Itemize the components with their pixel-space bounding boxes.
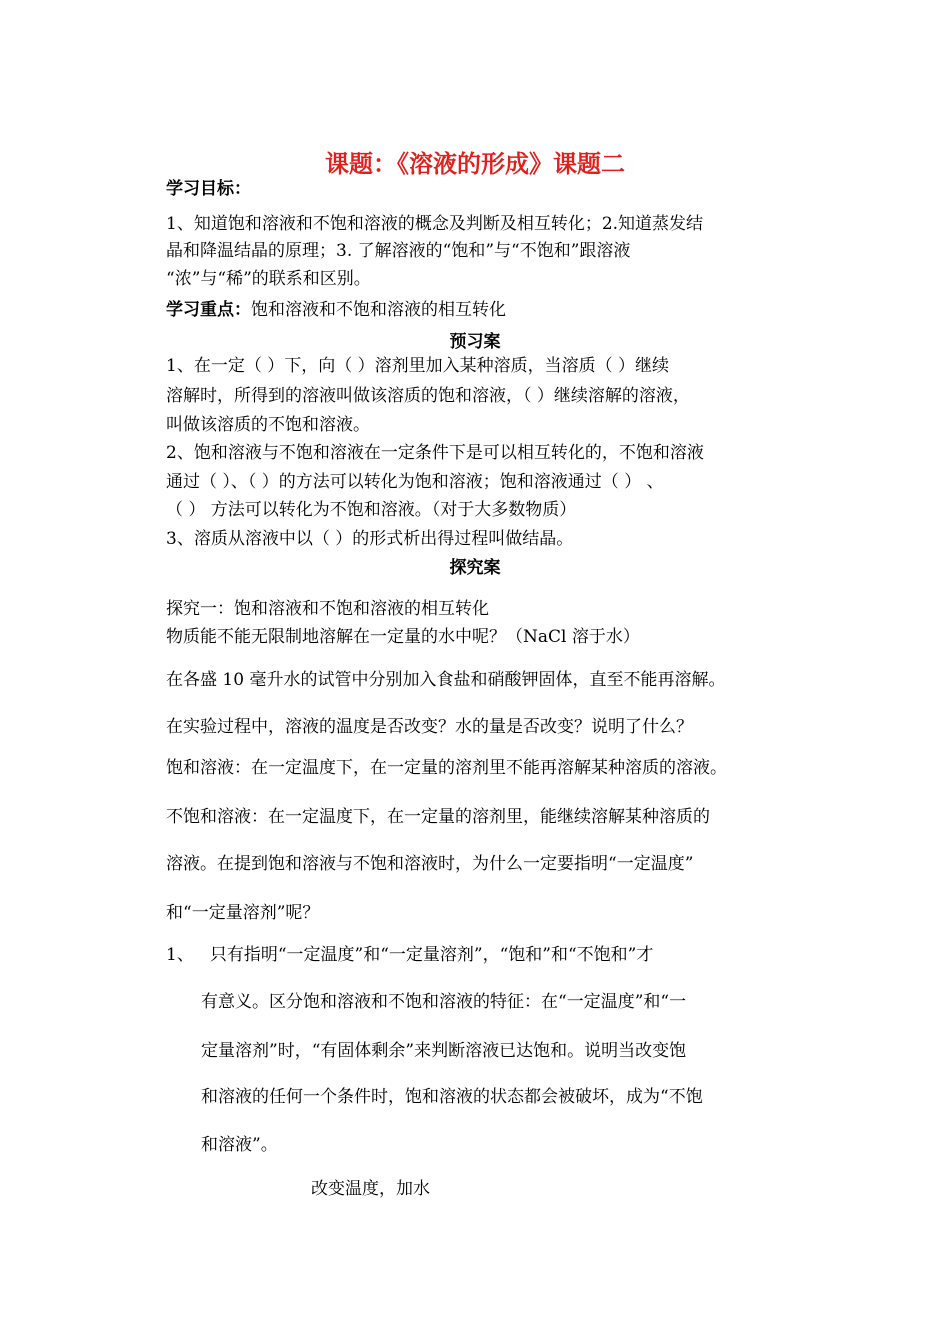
list-item-first-line [166, 944, 653, 966]
preview-line: 1、在一定（ ）下，向（ ）溶剂里加入某种溶质，当溶质（ ）继续 [166, 356, 670, 376]
conversion-note: 改变温度，加水 [311, 1179, 430, 1199]
preview-line: 2、饱和溶液与不饱和溶液在一定条件下是可以相互转化的，不饱和溶液 [166, 443, 704, 463]
objectives-heading: 学习目标： [166, 179, 251, 199]
preview-line: 3、溶质从溶液中以（ ）的形式析出得过程叫做结晶。 [166, 529, 574, 549]
explore-line: 和“一定量溶剂”呢？ [166, 903, 320, 923]
list-item-number: 1、 [166, 945, 194, 965]
focus-text: 饱和溶液和不饱和溶液的相互转化 [251, 300, 506, 320]
explore-heading: 探究案 [449, 558, 501, 578]
explore-line: 不饱和溶液：在一定温度下，在一定量的溶剂里，能继续溶解某种溶质的 [166, 807, 710, 827]
list-item-text: 只有指明“一定温度”和“一定量溶剂”，“饱和”和“不饱和”才 [209, 945, 654, 965]
preview-line: （ ） 方法可以转化为不饱和溶液。（对于大多数物质） [166, 500, 577, 520]
explore-line: 物质能不能无限制地溶解在一定量的水中呢？（NaCl 溶于水） [166, 627, 640, 647]
explore-line: 溶液。在提到饱和溶液与不饱和溶液时，为什么一定要指明“一定温度” [166, 854, 694, 874]
explore-line: 在各盛 10 毫升水的试管中分别加入食盐和硝酸钾固体，直至不能再溶解。 [166, 670, 726, 690]
preview-line: 通过（ ）、（ ）的方法可以转化为饱和溶液；饱和溶液通过（ ） 、 [166, 472, 664, 492]
preview-line: 叫做该溶质的不饱和溶液。 [166, 415, 370, 435]
list-item-line: 定量溶剂”时，“有固体剩余”来判断溶液已达饱和。说明当改变饱 [201, 1041, 687, 1061]
explore-line: 在实验过程中，溶液的温度是否改变？水的量是否改变？说明了什么？ [166, 717, 693, 737]
objectives-line: 晶和降温结晶的原理；3. 了解溶液的“饱和”与“不饱和”跟溶液 [166, 241, 631, 261]
objectives-line: “浓”与“稀”的联系和区别。 [166, 269, 371, 289]
focus-row [166, 299, 506, 321]
list-item-line: 有意义。区分饱和溶液和不饱和溶液的特征：在“一定温度”和“一 [201, 992, 687, 1012]
page-title: 课题：《溶液的形成》课题二 [325, 150, 625, 178]
preview-heading: 预习案 [449, 332, 501, 352]
focus-heading: 学习重点： [166, 300, 251, 320]
objectives-line: 1、知道饱和溶液和不饱和溶液的概念及判断及相互转化；2.知道蒸发结 [166, 214, 704, 234]
list-item-line: 和溶液”。 [201, 1135, 278, 1155]
explore-line: 探究一：饱和溶液和不饱和溶液的相互转化 [166, 599, 489, 619]
preview-line: 溶解时，所得到的溶液叫做该溶质的饱和溶液，（ ）继续溶解的溶液， [166, 386, 690, 406]
list-item-line: 和溶液的任何一个条件时，饱和溶液的状态都会被破坏，成为“不饱 [201, 1087, 703, 1107]
explore-line: 饱和溶液：在一定温度下，在一定量的溶剂里不能再溶解某种溶质的溶液。 [166, 758, 727, 778]
